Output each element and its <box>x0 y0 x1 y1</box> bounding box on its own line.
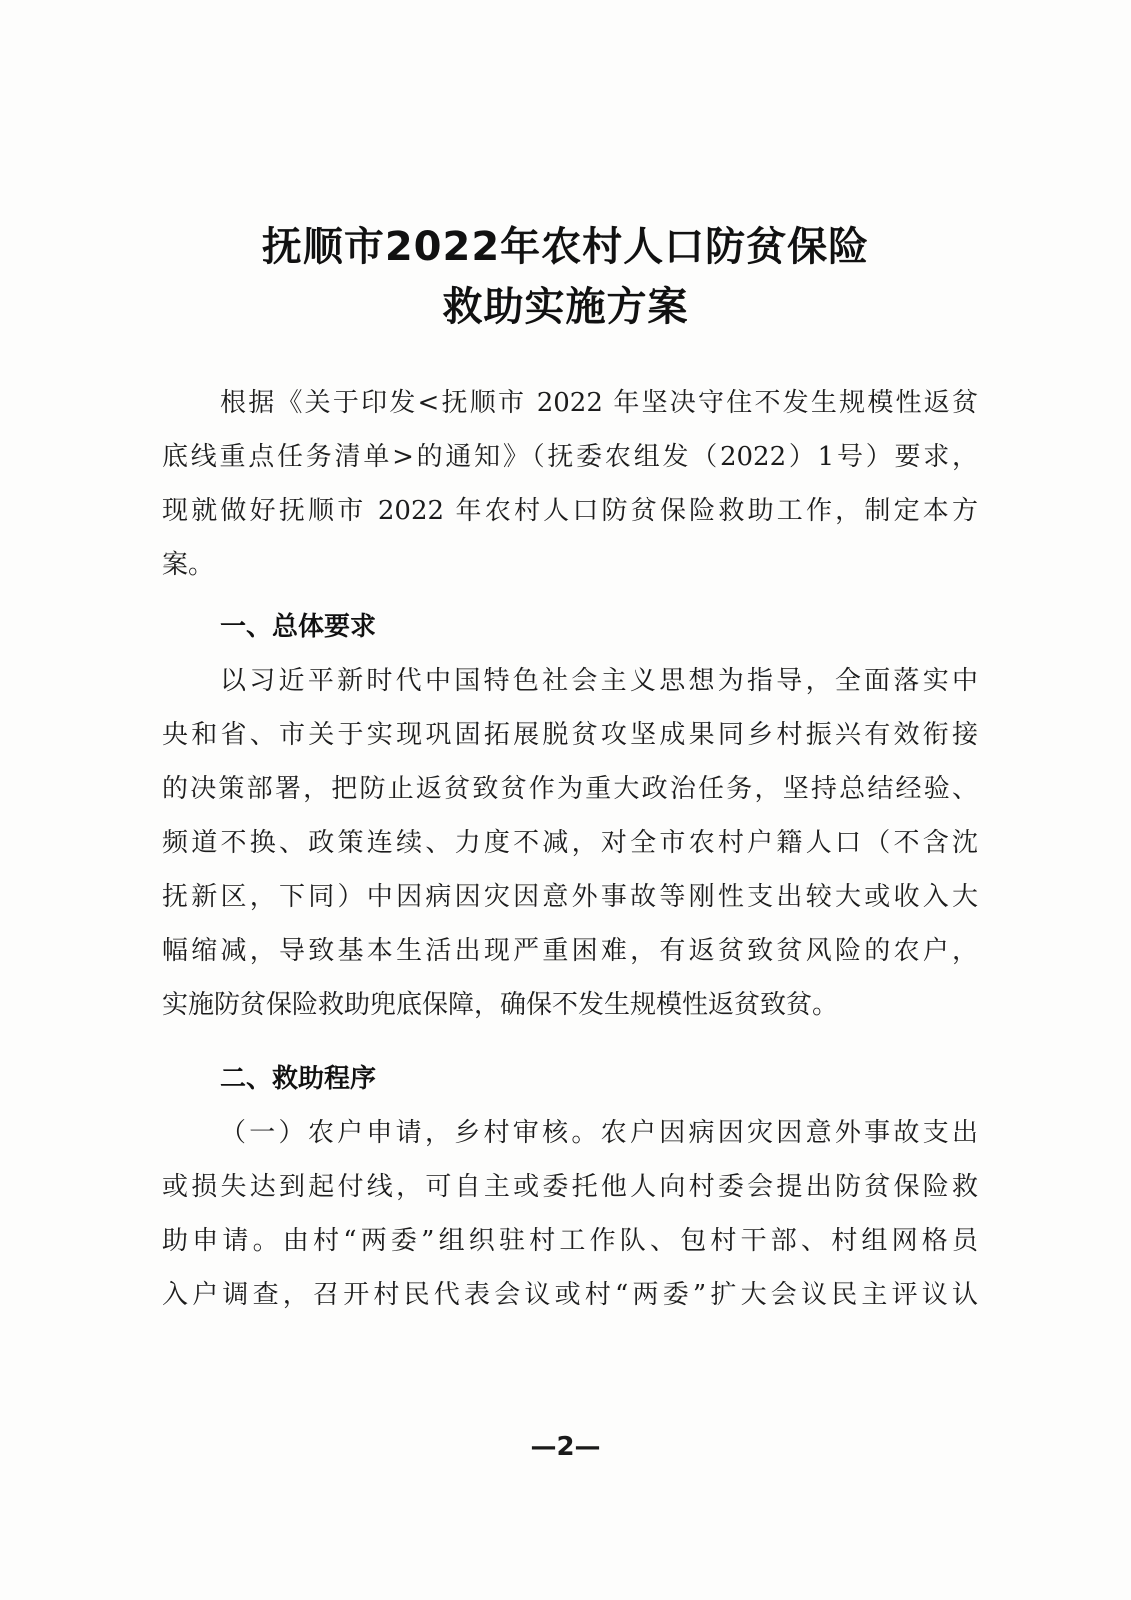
page-number: —2— <box>530 1432 601 1462</box>
intro-line: 案。 <box>162 550 215 580</box>
intro-line: 根据《关于印发<抚顺市 2022 年坚决守住不发生规模性返贫 <box>220 388 978 418</box>
section1-line: 抚新区，下同）中因病因灾因意外事故等刚性支出较大或收入大 <box>162 882 978 912</box>
section2-heading: 二、救助程序 <box>220 1064 377 1094</box>
section2-line: 助申请。由村“两委”组织驻村工作队、包村干部、村组网格员 <box>162 1226 978 1256</box>
intro-line: 底线重点任务清单>的通知》（抚委农组发（2022）1号）要求， <box>162 442 978 472</box>
document-title-line1: 抚顺市2022年农村人口防贫保险 <box>261 224 870 270</box>
section2-line: （一）农户申请，乡村审核。农户因病因灾因意外事故支出 <box>220 1118 978 1148</box>
section2-line: 或损失达到起付线，可自主或委托他人向村委会提出防贫保险救 <box>162 1172 978 1202</box>
section1-heading: 一、总体要求 <box>220 612 377 642</box>
section1-line: 央和省、市关于实现巩固拓展脱贫攻坚成果同乡村振兴有效衔接 <box>162 720 978 750</box>
section2 <box>162 1052 978 1322</box>
section1-line: 实施防贫保险救助兜底保障，确保不发生规模性返贫致贫。 <box>162 990 839 1020</box>
section2-line: 入户调查，召开村民代表会议或村“两委”扩大会议民主评议认 <box>162 1280 978 1310</box>
intro-paragraph <box>162 376 978 592</box>
section1 <box>162 600 978 1032</box>
document-title-line2: 救助实施方案 <box>442 284 689 330</box>
section1-line: 以习近平新时代中国特色社会主义思想为指导，全面落实中 <box>220 666 978 696</box>
intro-line: 现就做好抚顺市 2022 年农村人口防贫保险救助工作，制定本方 <box>162 496 978 526</box>
section1-line: 的决策部署，把防止返贫致贫作为重大政治任务，坚持总结经验、 <box>162 774 978 804</box>
section1-line: 频道不换、政策连续、力度不减，对全市农村户籍人口（不含沈 <box>162 828 978 858</box>
section1-line: 幅缩减，导致基本生活出现严重困难，有返贫致贫风险的农户， <box>162 936 978 966</box>
